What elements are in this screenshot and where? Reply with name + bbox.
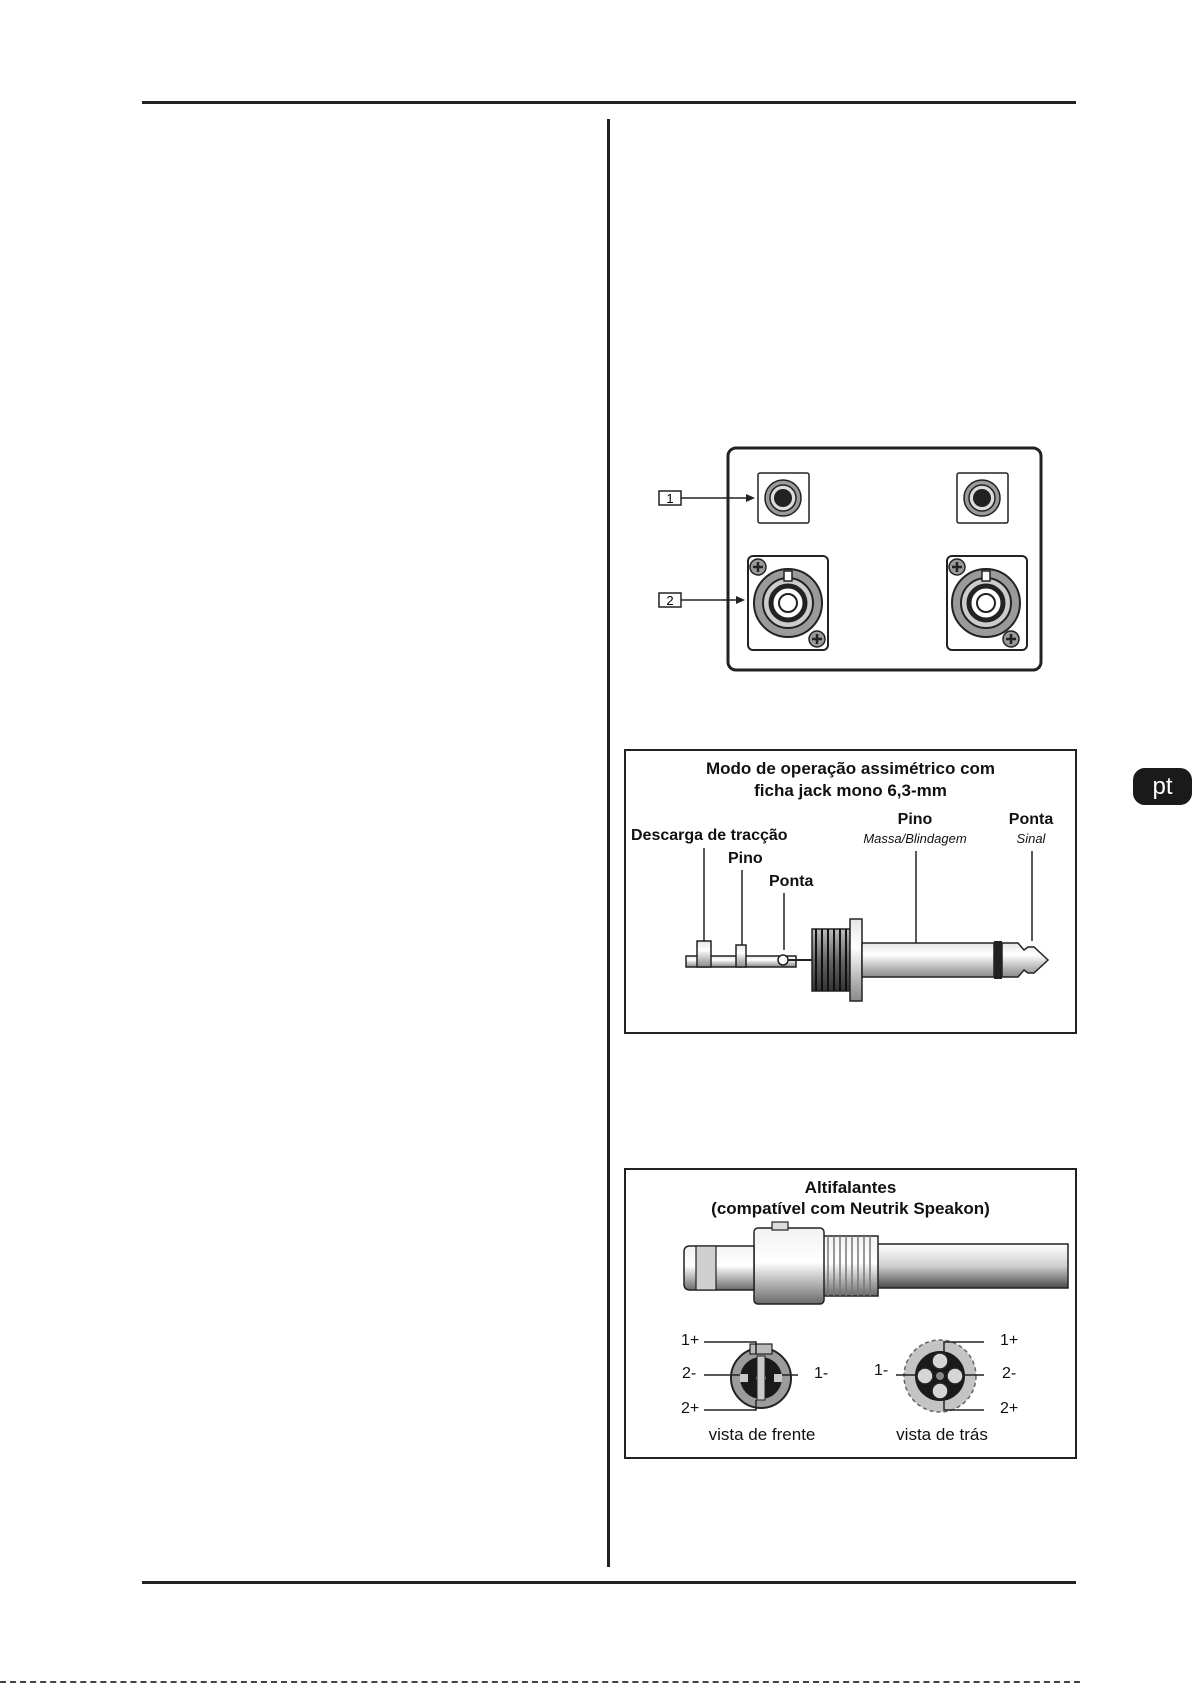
callout-label-2: 2 xyxy=(666,593,674,608)
speakon-figure-title-line2: (compatível com Neutrik Speakon) xyxy=(711,1199,990,1218)
column-divider xyxy=(607,119,610,1567)
tip-label-right: Ponta xyxy=(1008,811,1054,828)
tip-sublabel: Sinal xyxy=(1016,831,1046,846)
jack-socket-right xyxy=(957,473,1008,523)
jack-figure-title-line2: ficha jack mono 6,3-mm xyxy=(754,781,947,800)
front-pin-1minus: 1- xyxy=(814,1365,829,1382)
speakon-plug-figure xyxy=(624,1168,1077,1459)
callout-label-1: 1 xyxy=(666,491,674,506)
jack-socket-left xyxy=(758,473,809,523)
back-pin-1minus: 1- xyxy=(874,1362,889,1379)
sleeve-label-right: Pino xyxy=(897,811,933,828)
back-pin-2plus: 2+ xyxy=(1000,1400,1019,1417)
language-tab[interactable] xyxy=(1133,768,1192,805)
front-view-caption: vista de frente xyxy=(708,1425,816,1444)
front-pin-1plus: 1+ xyxy=(681,1332,700,1349)
speakon-socket-right xyxy=(947,556,1027,650)
tip-label-left: Ponta xyxy=(769,873,814,890)
sleeve-label-left: Pino xyxy=(728,850,763,867)
speakon-socket-left xyxy=(748,556,828,650)
back-view-caption: vista de trás xyxy=(896,1425,988,1444)
front-pin-2minus: 2- xyxy=(682,1365,697,1382)
front-pin-2plus: 2+ xyxy=(681,1400,700,1417)
language-tab-label: pt xyxy=(1152,772,1173,800)
footer-rule xyxy=(142,1581,1076,1584)
header-rule xyxy=(142,101,1076,104)
speakon-figure-title-line1: Altifalantes xyxy=(804,1178,897,1197)
rear-panel-figure xyxy=(655,445,1055,675)
back-pin-2minus: 2- xyxy=(1002,1365,1017,1382)
sleeve-sublabel: Massa/Blindagem xyxy=(863,831,967,846)
crop-line xyxy=(0,1681,1080,1683)
strain-relief-label: Descarga de tracção xyxy=(631,827,788,844)
jack-figure-title-line1: Modo de operação assimétrico com xyxy=(705,759,996,778)
jack-plug-drawing xyxy=(626,751,1075,1032)
speakon-front-view xyxy=(704,1342,798,1410)
jack-plug-figure xyxy=(624,749,1077,1034)
speakon-back-view xyxy=(896,1340,984,1412)
back-pin-1plus: 1+ xyxy=(1000,1332,1019,1349)
